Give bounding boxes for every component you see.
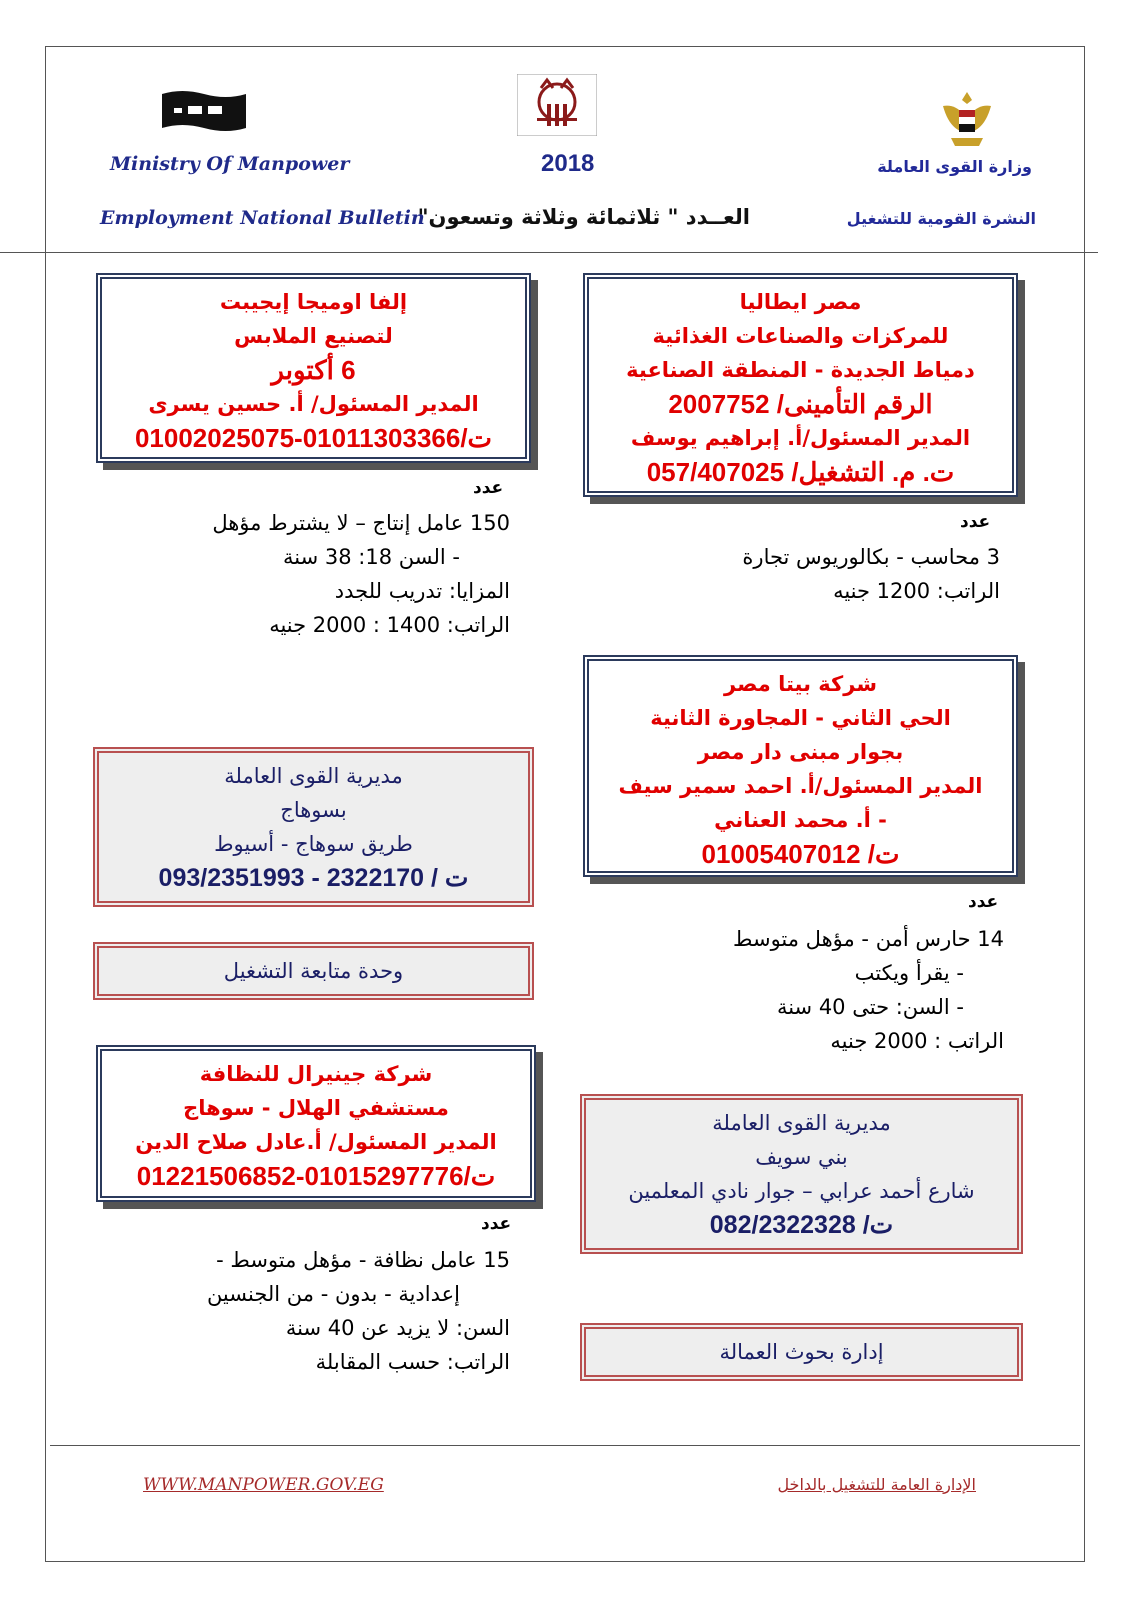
count-label: عدد [960, 512, 991, 532]
office-line: وحدة متابعة التشغيل [223, 959, 404, 983]
job-detail-line: الراتب: 1400 : 2000 جنيه [269, 613, 510, 637]
job-detail-line: 15 عامل نظافة - مؤهل متوسط - [216, 1248, 510, 1272]
company-name: مصر ايطاليا [739, 290, 862, 314]
job-detail-line: - السن 18: 38 سنة [283, 545, 460, 569]
office-card-beni-suef [580, 1094, 1023, 1254]
job-card-general-cleaning [96, 1045, 536, 1202]
eagle-emblem-icon [939, 88, 995, 150]
office-line: مديرية القوى العاملة [712, 1111, 891, 1135]
job-card-misr-italia [583, 273, 1018, 497]
company-phone: ت/ 01005407012 [701, 839, 900, 869]
office-line: مديرية القوى العاملة [224, 764, 403, 788]
job-detail-line: الراتب: 1200 جنيه [833, 579, 1000, 603]
job-details [110, 1243, 510, 1379]
office-line: شارع أحمد عرابي – جوار نادي المعلمين [628, 1179, 975, 1203]
count-label: عدد [968, 892, 999, 912]
company-line: الرقم التأمينى/ 2007752 [668, 389, 933, 419]
office-card-labor-research [580, 1323, 1023, 1381]
issue-year: 2018 [541, 150, 595, 177]
count-label: عدد [473, 478, 504, 498]
company-name: شركة بيتا مصر [724, 672, 877, 696]
bulletin-name-ar: النشرة القومية للتشغيل [846, 209, 1036, 228]
company-line: المدير المسئول/أ. إبراهيم يوسف [630, 426, 971, 450]
office-phone: ت/ 082/2322328 [709, 1211, 894, 1239]
company-line: لتصنيع الملابس [234, 324, 393, 348]
job-card-beta-misr [583, 655, 1018, 877]
company-phone: ت/01015297776-01221506852 [136, 1161, 496, 1191]
footer-divider [50, 1445, 1080, 1446]
office-card-followup-unit [93, 942, 534, 1000]
job-detail-line: إعدادية - بدون - من الجنسين [206, 1282, 460, 1306]
job-detail-line: - يقرأ ويكتب [854, 961, 964, 985]
company-line: دمياط الجديدة - المنطقة الصناعية [626, 358, 975, 382]
company-name: شركة جينيرال للنظافة [199, 1062, 433, 1086]
company-line: للمركزات والصناعات الغذائية [652, 324, 949, 348]
ministry-name-en: Ministry Of Manpower [110, 153, 350, 175]
company-line: المدير المسئول/ أ.عادل صلاح الدين [135, 1130, 497, 1154]
office-line: طريق سوهاج - أسيوط [214, 832, 413, 856]
company-name: إلفا اوميجا إيجيبت [219, 290, 408, 314]
bulletin-name-en: Employment National Bulletin [100, 207, 425, 229]
job-detail-line: 3 محاسب - بكالوريوس تجارة [742, 545, 1000, 569]
count-label: عدد [481, 1214, 512, 1234]
company-line: - أ. محمد العناني [714, 808, 887, 832]
company-phone: ت. م. التشغيل/ 057/407025 [646, 457, 955, 487]
company-line: مستشفي الهلال - سوهاج [183, 1096, 449, 1120]
company-line: الحي الثاني - المجاورة الثانية [650, 706, 951, 730]
office-line: بسوهاج [280, 798, 347, 822]
company-line: بجوار مبنى دار مصر [697, 740, 904, 764]
office-phone: ت / 2322170 - 093/2351993 [158, 864, 469, 892]
office-line: بني سويف [755, 1145, 848, 1169]
footer-department: الإدارة العامة للتشغيل بالداخل [777, 1475, 976, 1494]
job-detail-line: الراتب: حسب المقابلة [315, 1350, 510, 1374]
company-line: المدير المسئول/ أ. حسين يسرى [148, 392, 479, 416]
company-line: المدير المسئول/أ. احمد سمير سيف [618, 774, 983, 798]
job-card-alfa-omega [96, 273, 531, 463]
ministry-name-ar: وزارة القوى العاملة [877, 157, 1032, 176]
job-detail-line: المزايا: تدريب للجدد [334, 579, 510, 603]
footer-website-link[interactable]: WWW.MANPOWER.GOV.EG [143, 1475, 384, 1495]
company-line: 6 أكتوبر [271, 355, 356, 385]
bulletin-logo-icon [517, 74, 597, 136]
company-phone: ت/01011303366-01002025075 [134, 423, 493, 453]
flag-logo-icon [160, 88, 248, 134]
job-details [600, 540, 1000, 608]
issue-number: العــدد " ثلاثمائة وثلاثة وتسعون" [417, 205, 750, 229]
job-detail-line: 150 عامل إنتاج – لا يشترط مؤهل [212, 511, 510, 535]
office-line: إدارة بحوث العمالة [719, 1340, 884, 1364]
job-detail-line: 14 حارس أمن - مؤهل متوسط [733, 927, 1004, 951]
header-divider [0, 252, 1098, 253]
job-details [600, 922, 1004, 1058]
job-detail-line: - السن: حتى 40 سنة [776, 995, 964, 1019]
job-detail-line: الراتب : 2000 جنيه [830, 1029, 1004, 1053]
job-details [110, 506, 510, 642]
job-detail-line: السن: لا يزيد عن 40 سنة [285, 1316, 510, 1340]
office-card-sohag [93, 747, 534, 907]
